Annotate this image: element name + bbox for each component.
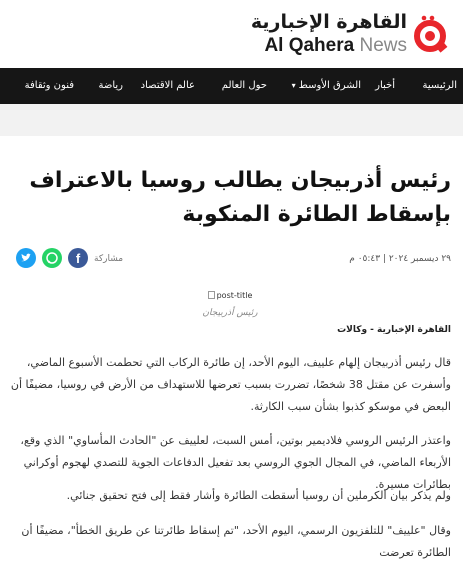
nav-item-middle-east-label: الشرق الأوسط bbox=[298, 80, 361, 91]
ad-strip bbox=[0, 104, 463, 136]
article-paragraph: قال رئيس أذربيجان إلهام علييف، اليوم الأحد، إن طائرة الركاب التي تحطمت الأسبوع الماضي، وأسفرت عن مقتل 38 شخصًا، تضررت بسبب تعرضها للاستهداف من الأرض في روسيا، مضيفًا أن البعض في موسكو كذبوا بشأن سبب الكارثة. bbox=[10, 356, 451, 413]
nav-item-world[interactable]: حول العالم bbox=[221, 80, 267, 91]
twitter-icon bbox=[16, 248, 36, 268]
article-date: ٢٩ ديسمبر ٢٠٢٤ | ٠٥:٤٣ م bbox=[349, 254, 451, 264]
article-image bbox=[208, 291, 253, 300]
logo-arabic-text: القاهرة الإخبارية bbox=[250, 11, 407, 33]
logo-english-light: News bbox=[359, 35, 407, 56]
nav-item-arts-culture[interactable]: فنون وثقافة bbox=[24, 80, 74, 91]
logo-english-text bbox=[264, 35, 407, 57]
article-meta-row bbox=[0, 248, 463, 272]
article-figure bbox=[170, 284, 290, 318]
svg-text:f: f bbox=[75, 251, 81, 266]
broken-image-icon bbox=[208, 291, 215, 299]
nav-item-sports[interactable]: رياضة bbox=[98, 80, 123, 91]
image-alt-text: post-title bbox=[216, 290, 253, 300]
share-label: مشاركة bbox=[94, 254, 124, 264]
article-source: القاهرة الإخبارية - وكالات bbox=[337, 325, 451, 335]
main-navigation bbox=[0, 68, 463, 104]
article-paragraph: ولم يذكر بيان الكرملين أن روسيا أسقطت الطائرة وأشار فقط إلى فتح تحقيق جنائي. bbox=[66, 489, 451, 502]
site-header bbox=[0, 0, 463, 68]
whatsapp-icon bbox=[42, 248, 62, 268]
logo-mark-icon bbox=[413, 15, 449, 53]
whatsapp-share-button[interactable] bbox=[42, 248, 62, 268]
facebook-icon bbox=[68, 248, 88, 268]
nav-item-news[interactable]: أخبار bbox=[375, 80, 395, 91]
nav-item-middle-east[interactable] bbox=[292, 68, 361, 104]
image-caption: رئيس أذربيجان bbox=[202, 308, 258, 318]
nav-item-economy[interactable]: عالم الاقتصاد bbox=[140, 80, 195, 91]
nav-item-home[interactable]: الرئيسية bbox=[422, 80, 457, 91]
chevron-down-icon: ▾ bbox=[291, 81, 296, 90]
facebook-share-button[interactable] bbox=[68, 248, 88, 268]
site-logo[interactable] bbox=[249, 9, 449, 59]
logo-english-bold: Al Qahera bbox=[264, 35, 355, 56]
article-title: رئيس أذربيجان يطالب روسيا بالاعتراف بإسقاط الطائرة المنكوبة bbox=[29, 168, 451, 227]
twitter-share-button[interactable] bbox=[16, 248, 36, 268]
article-paragraph: واعتذر الرئيس الروسي فلاديمير بوتين، أمس السبت، لعلييف عن "الحادث المأساوي" الذي وقع، الأربعاء الماضي، في المجال الجوي الروسي بعد تفعيل الدفاعات الجوية للتصدي لهجوم أوكراني بطائرات مسيرة. bbox=[20, 434, 451, 491]
article-paragraph: وقال "علييف" للتلفزيون الرسمي، اليوم الأحد، "تم إسقاط طائرتنا عن طريق الخطأ"، مضيفًا أن الطائرة تعرضت bbox=[21, 524, 451, 559]
